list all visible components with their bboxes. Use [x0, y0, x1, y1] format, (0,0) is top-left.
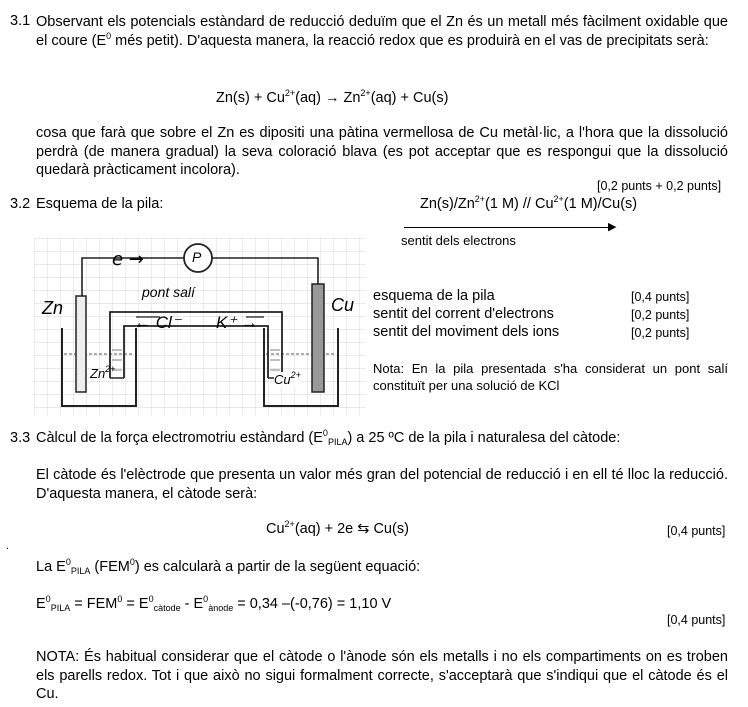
points-cathode: [0,4 punts] — [667, 524, 726, 538]
points-fem: [0,4 punts] — [667, 613, 726, 627]
zinc-ion-label: $Zn^{2+}$ — [90, 364, 116, 381]
section-number: 3.1 — [10, 13, 31, 29]
copper-ion-label: $Cu^{2+}$ — [274, 370, 301, 387]
cell-notation: $Zn(s)/Zn^{2+}(1$ $M) // Cu^{2+}(1$ M)/Cu(s) — [420, 194, 638, 212]
section-number: 3.3 — [10, 430, 31, 446]
zinc-electrode-label: Zn — [42, 298, 64, 318]
paragraph-cathode: El càtode és l'elèctrode que presenta un valor més gran del potencial de reducció i en ell té lloc la reducció. D'aquesta manera, el càtode serà: — [36, 467, 728, 502]
rubric-item: sentit del moviment dels ions — [373, 324, 560, 340]
voltmeter-label: P — [192, 249, 202, 265]
nota-paragraph: NOTA: És habitual considerar que el càtode o l'ànode són els metalls i no els compartiments on es troben els parells redox. Tot i que això no sigui formalment correcte, s'acceptarà que s'indiqui que el càtode és el Cu. — [36, 649, 728, 702]
fem-intro: La $E^0_{PILA}$ (FEM$^0$) es calcularà a partir de la següent equació: — [36, 557, 421, 576]
salt-bridge-label: pont salí — [142, 284, 195, 300]
rubric-points: [0,4 punts] — [631, 290, 690, 304]
electron-label: e → — [112, 249, 144, 270]
rubric-points: [0,2 punts] — [631, 326, 690, 340]
electron-arrow-head: ▶ — [608, 221, 617, 233]
chloride-ion-label: ← Cl⁻ — [134, 313, 181, 332]
section-title: Esquema de la pila: — [36, 196, 164, 212]
salt-bridge-note: Nota: En la pila presentada s'ha considerat un pont salí constituït per una solució de KCl — [373, 361, 728, 393]
paragraph-oxidation: Observant els potencials estàndard de reducció deduïm que el Zn és un metall més fàcilment oxidable que el coure ($E^0$ més petit). D'aquesta manera, la reacció redox que es produirà en el vas de precipitats serà: — [36, 14, 728, 49]
electron-direction-label: sentit dels electrons — [401, 233, 516, 248]
cathode-equation: $Cu^{2+}(aq) + 2e$ ⇆ Cu(s) — [266, 519, 409, 537]
rubric-points: [0,2 punts] — [631, 308, 690, 322]
rubric-item: esquema de la pila — [373, 288, 495, 304]
fem-equation: $E^0_{PILA} = FEM^0 = E^0_{càtode} - E^0_{ànode} = 0,34$ –(-0,76) = 1,10 V — [36, 594, 392, 613]
potassium-ion-label: K⁺ → — [216, 313, 259, 332]
section-title: Càlcul de la força electromotriu estàndard $(E^0_{PILA})$ a 25 ºC de la pila i naturalesa del càtode: — [36, 428, 621, 447]
redox-equation: $Zn(s) + Cu^{2+}(aq) \to Zn^{2+}(aq) + Cu(s)$ — [216, 88, 449, 106]
section-number: 3.2 — [10, 196, 31, 212]
copper-electrode-label: Cu — [331, 295, 355, 315]
electron-arrow-line — [404, 227, 612, 228]
paragraph-observation: cosa que farà que sobre el Zn es dipositi una pàtina vermellosa de Cu metàl·lic, a l'hora que la dissolució perdrà (de manera gradual) la seva coloració blava (es pot acceptar que es respongui que la dissolució quedarà pràcticament incolora). — [36, 125, 728, 178]
points-3-1: [0,2 punts + 0,2 punts] — [597, 179, 722, 193]
rubric-item: sentit del corrent d'electrons — [373, 306, 554, 322]
stray-dot: . — [6, 540, 10, 552]
